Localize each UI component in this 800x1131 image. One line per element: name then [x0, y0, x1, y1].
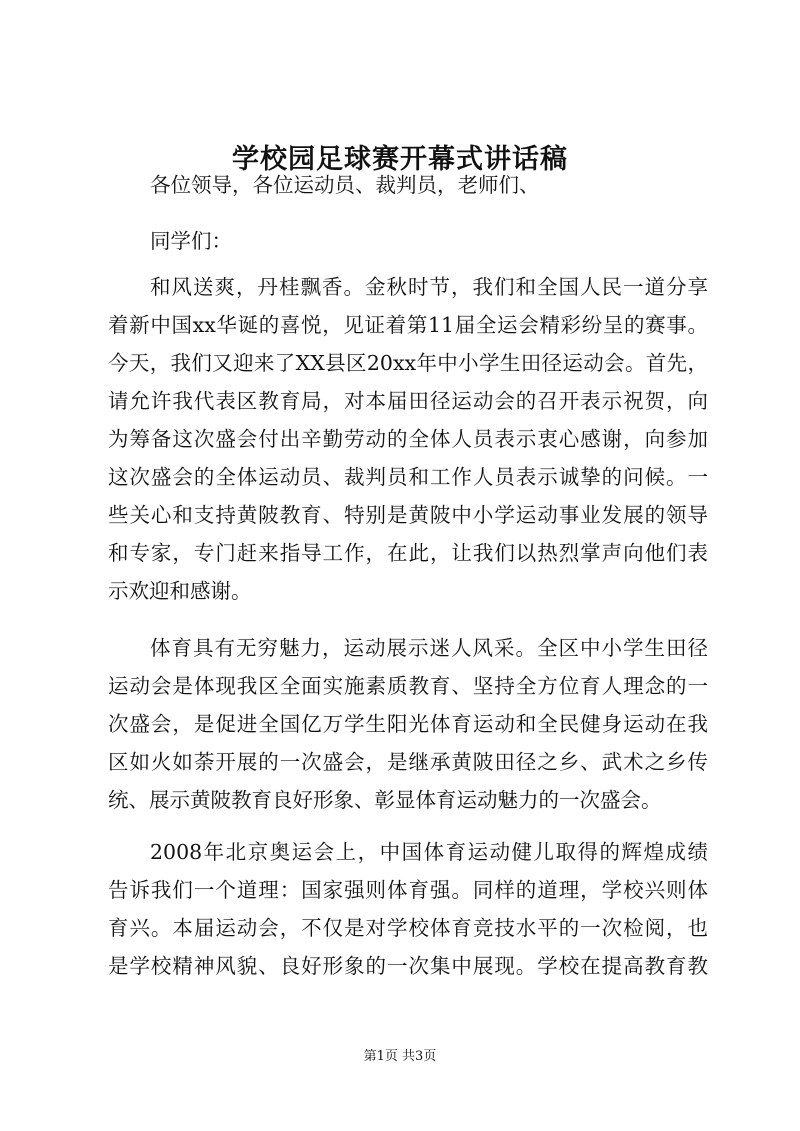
text-line: 同学们： — [150, 229, 232, 253]
text-line: 是学校精神风貌、良好形象的一次集中展现。学校在提高教育教 — [108, 954, 708, 978]
page-footer: 第1页 共3页 — [363, 1049, 437, 1064]
text-line: 体育具有无穷魅力，运动展示迷人风采。全区中小学生田径 — [150, 636, 708, 660]
text-line: 次盛会，是促进全国亿万学生阳光体育运动和全民健身运动在我 — [108, 712, 708, 736]
text-line: 2008年北京奥运会上，中国体育运动健儿取得的辉煌成绩 — [150, 840, 708, 864]
text-line: 为筹备这次盛会付出辛勤劳动的全体人员表示衷心感谢，向参加 — [108, 427, 708, 451]
text-line: 请允许我代表区教育局，对本届田径运动会的召开表示祝贺，向 — [108, 389, 708, 413]
document-title: 学校园足球赛开幕式讲话稿 — [232, 144, 568, 175]
text-line: 着新中国xx华诞的喜悦，见证着第11届全运会精彩纷呈的赛事。 — [108, 313, 708, 337]
text-line: 运动会是体现我区全面实施素质教育、坚持全方位育人理念的一 — [108, 674, 708, 698]
text-line: 统、展示黄陂教育良好形象、彰显体育运动魅力的一次盛会。 — [108, 788, 662, 812]
text-line: 育兴。本届运动会，不仅是对学校体育竞技水平的一次检阅，也 — [108, 916, 708, 940]
text-line: 今天，我们又迎来了XX县区20xx年中小学生田径运动会。首先， — [108, 351, 708, 375]
text-line: 告诉我们一个道理：国家强则体育强。同样的道理，学校兴则体 — [108, 878, 708, 902]
text-line: 和风送爽，丹桂飘香。金秋时节，我们和全国人民一道分享 — [150, 275, 708, 299]
text-line: 这次盛会的全体运动员、裁判员和工作人员表示诚挚的问候。一 — [108, 465, 708, 489]
text-line: 示欢迎和感谢。 — [108, 579, 252, 603]
text-line: 区如火如荼开展的一次盛会，是继承黄陂田径之乡、武术之乡传 — [108, 750, 708, 774]
text-line: 和专家，专门赶来指导工作，在此，让我们以热烈掌声向他们表 — [108, 541, 708, 565]
text-line: 各位领导，各位运动员、裁判员，老师们、 — [150, 173, 540, 197]
text-line: 些关心和支持黄陂教育、特别是黄陂中小学运动事业发展的领导 — [108, 503, 708, 527]
